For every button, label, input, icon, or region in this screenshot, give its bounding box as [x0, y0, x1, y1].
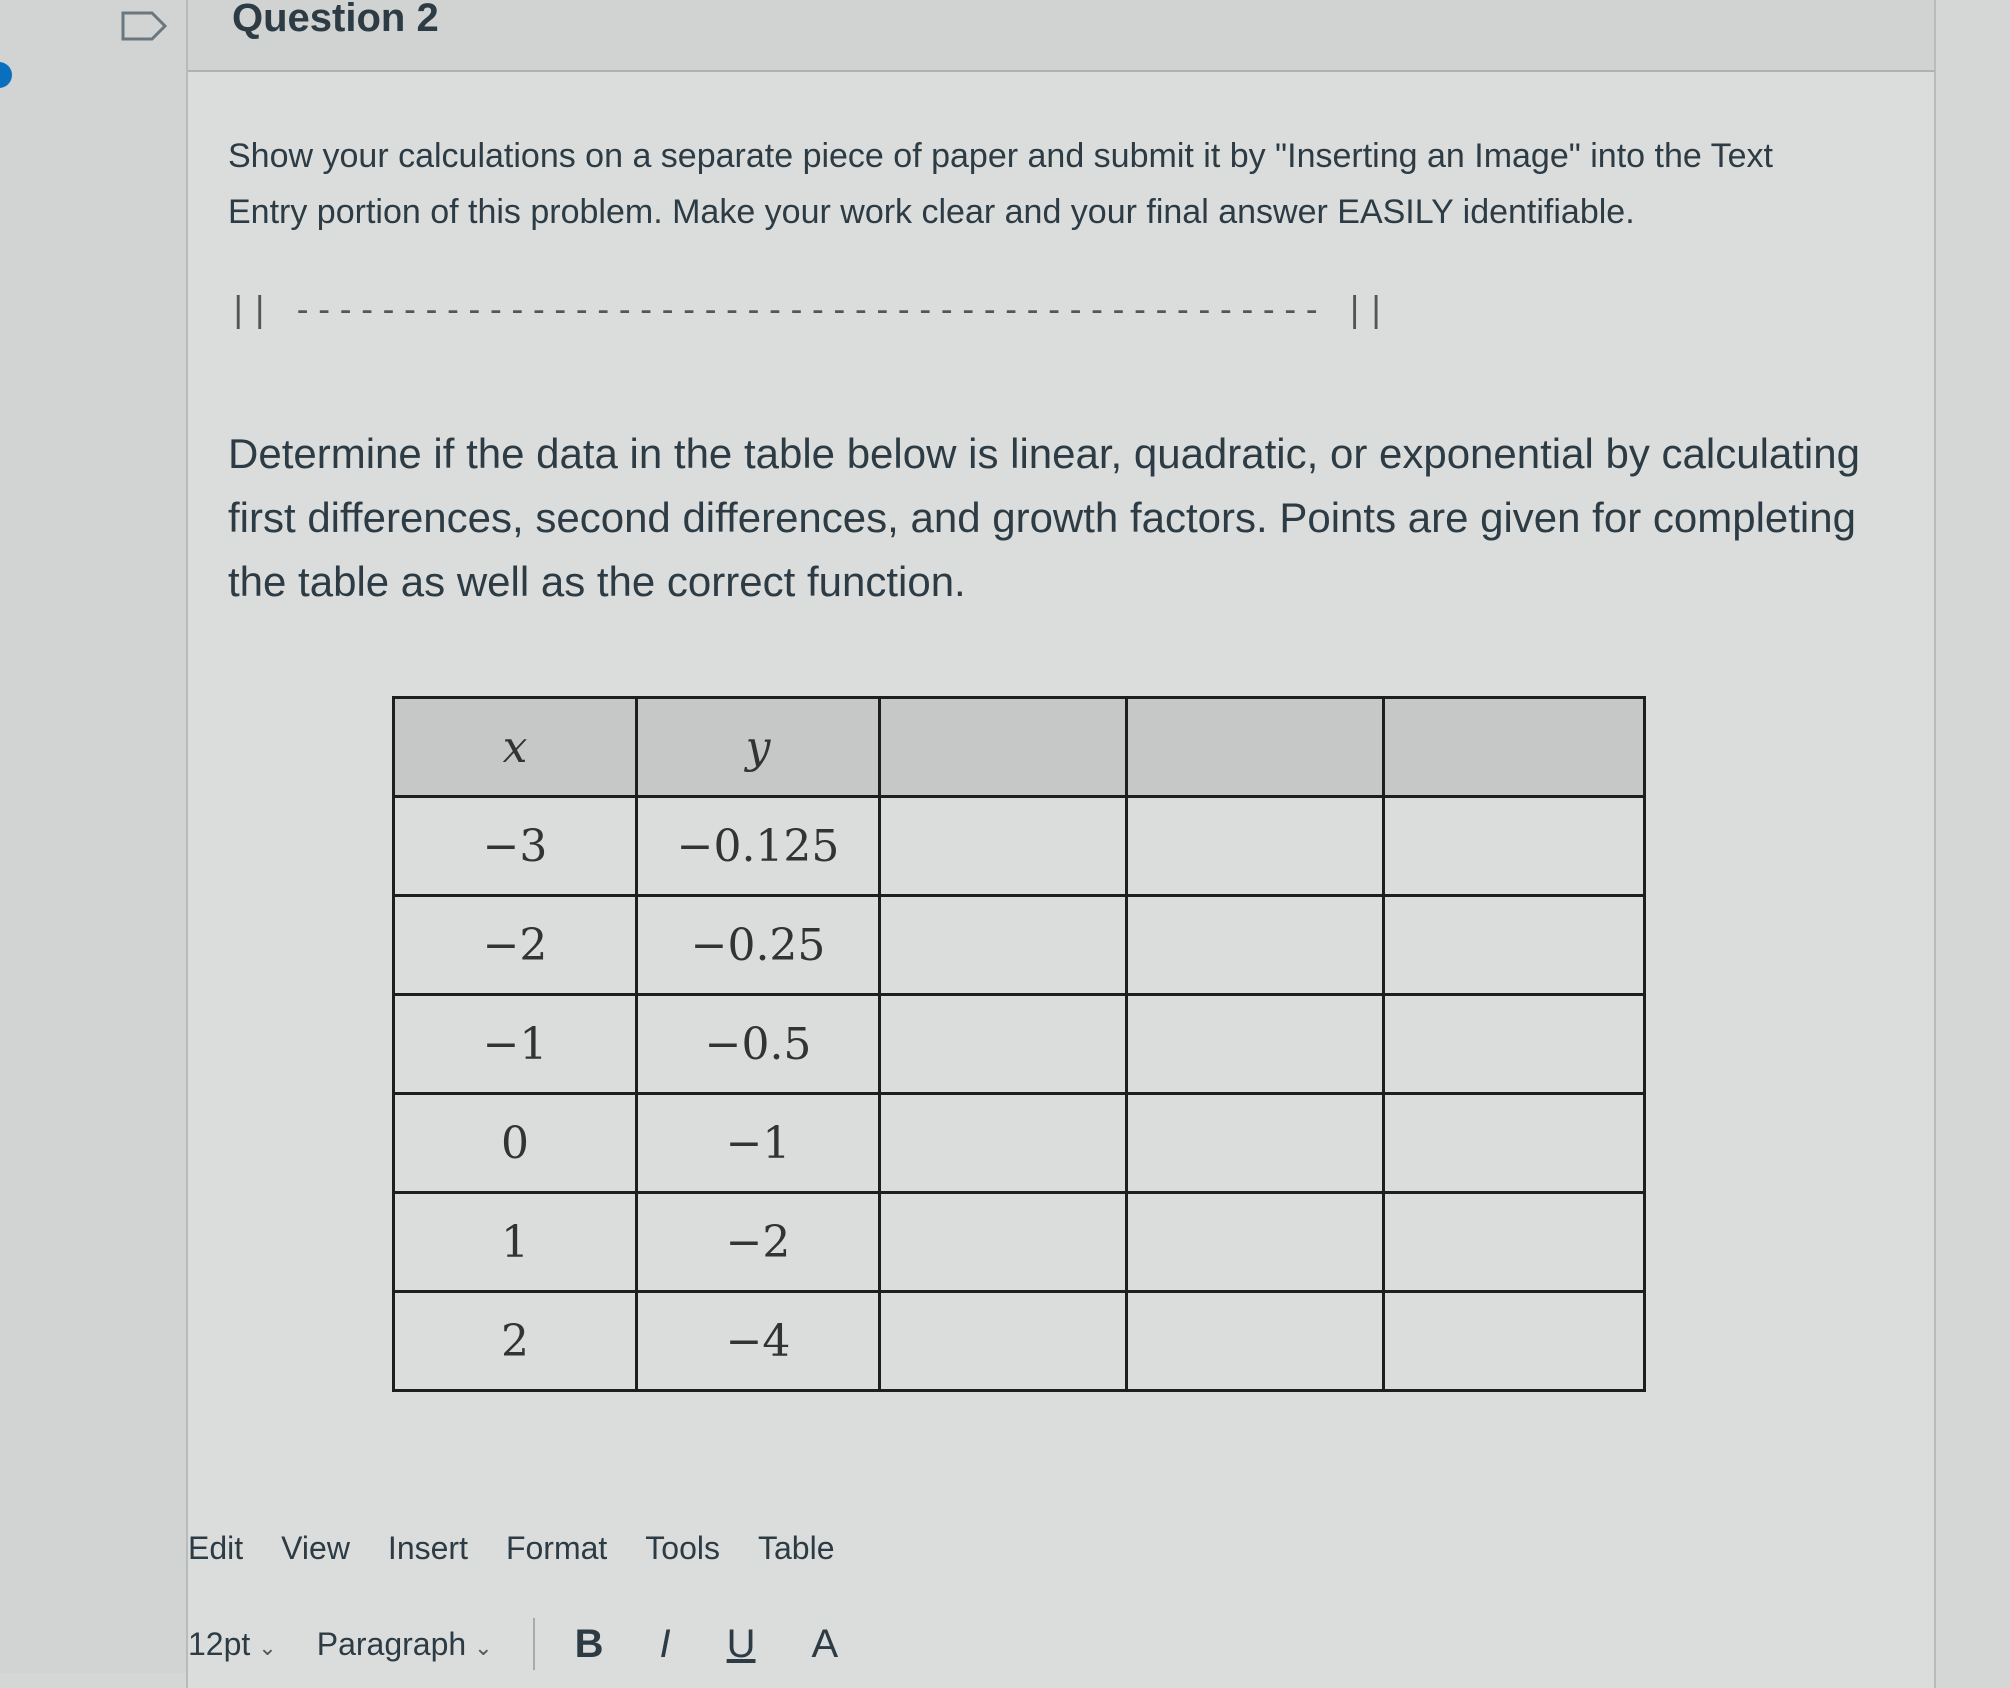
y-cell: −4: [637, 1292, 880, 1391]
table-header-row: [394, 698, 1645, 797]
question-title: Question 2: [232, 0, 439, 40]
y-cell: −2: [637, 1193, 880, 1292]
toolbar-separator: [533, 1618, 535, 1670]
blank-cell: [1127, 1094, 1384, 1193]
blank-cell: [1127, 1193, 1384, 1292]
block-format-value: Paragraph: [316, 1625, 467, 1662]
blank-cell: [880, 1094, 1127, 1193]
menu-format[interactable]: Format: [505, 1530, 608, 1566]
italic-button[interactable]: I: [659, 1621, 671, 1666]
flag-question-icon[interactable]: [120, 10, 168, 42]
blank-cell: [1127, 1292, 1384, 1391]
blank-cell: [1384, 896, 1645, 995]
font-size-select[interactable]: [188, 1626, 277, 1663]
x-cell: −1: [394, 995, 637, 1094]
menu-table[interactable]: Table: [758, 1530, 835, 1566]
blank-cell: [880, 1193, 1127, 1292]
table-row: [394, 896, 1645, 995]
blank-cell: [1127, 896, 1384, 995]
table-row: [394, 1292, 1645, 1391]
x-cell: 2: [394, 1292, 637, 1391]
y-cell: −0.25: [637, 896, 880, 995]
header-cell: [1127, 698, 1384, 797]
y-cell: −1: [637, 1094, 880, 1193]
blank-cell: [880, 1292, 1127, 1391]
editor-toolbar: [188, 1618, 894, 1670]
menu-edit[interactable]: Edit: [188, 1530, 244, 1566]
header-cell: [1384, 698, 1645, 797]
status-dot: [0, 62, 12, 88]
menu-insert[interactable]: Insert: [387, 1530, 468, 1566]
editor-menubar: [188, 1530, 835, 1567]
blank-cell: [1384, 797, 1645, 896]
bold-button[interactable]: B: [574, 1621, 604, 1666]
table-row: [394, 797, 1645, 896]
font-size-value: 12pt: [188, 1625, 251, 1662]
block-format-select[interactable]: [317, 1626, 493, 1663]
y-cell: −0.5: [637, 995, 880, 1094]
menu-tools[interactable]: Tools: [645, 1530, 720, 1566]
blank-cell: [1384, 1094, 1645, 1193]
table-row: [394, 1193, 1645, 1292]
instructions-text: Show your calculations on a separate piece of paper and submit it by "Inserting an Image" into the Text Entry portion of this problem. Make your work clear and your final answer EASILY identifiable.: [228, 137, 1773, 231]
x-cell: −3: [394, 797, 637, 896]
blank-cell: [1127, 797, 1384, 896]
blank-cell: [880, 896, 1127, 995]
chevron-down-icon: ⌄: [474, 1634, 493, 1660]
table-row: [394, 995, 1645, 1094]
blank-cell: [1127, 995, 1384, 1094]
question-prompt: Determine if the data in the table below is linear, quadratic, or exponential by calculating first differences, second differences, and growth factors. Points are given for completing the table as well as the correct function.: [228, 430, 1860, 605]
chevron-down-icon: ⌄: [258, 1634, 277, 1660]
header-cell: y: [637, 698, 880, 797]
menu-view[interactable]: View: [281, 1530, 350, 1566]
x-cell: −2: [394, 896, 637, 995]
question-card: [186, 0, 1936, 1688]
data-table: [392, 696, 1646, 1392]
header-cell: [880, 698, 1127, 797]
x-cell: 0: [394, 1094, 637, 1193]
blank-cell: [880, 995, 1127, 1094]
blank-cell: [1384, 995, 1645, 1094]
divider-line: || ------------------------------------------------ ||: [228, 290, 1388, 330]
blank-cell: [1384, 1292, 1645, 1391]
text-color-button[interactable]: A: [811, 1621, 839, 1666]
x-cell: 1: [394, 1193, 637, 1292]
table-row: [394, 1094, 1645, 1193]
blank-cell: [1384, 1193, 1645, 1292]
blank-cell: [880, 797, 1127, 896]
question-header: [188, 0, 1934, 72]
left-gutter: [0, 0, 186, 1673]
question-body: [228, 128, 1888, 614]
header-cell: x: [394, 698, 637, 797]
y-cell: −0.125: [637, 797, 880, 896]
underline-button[interactable]: U: [726, 1621, 756, 1666]
